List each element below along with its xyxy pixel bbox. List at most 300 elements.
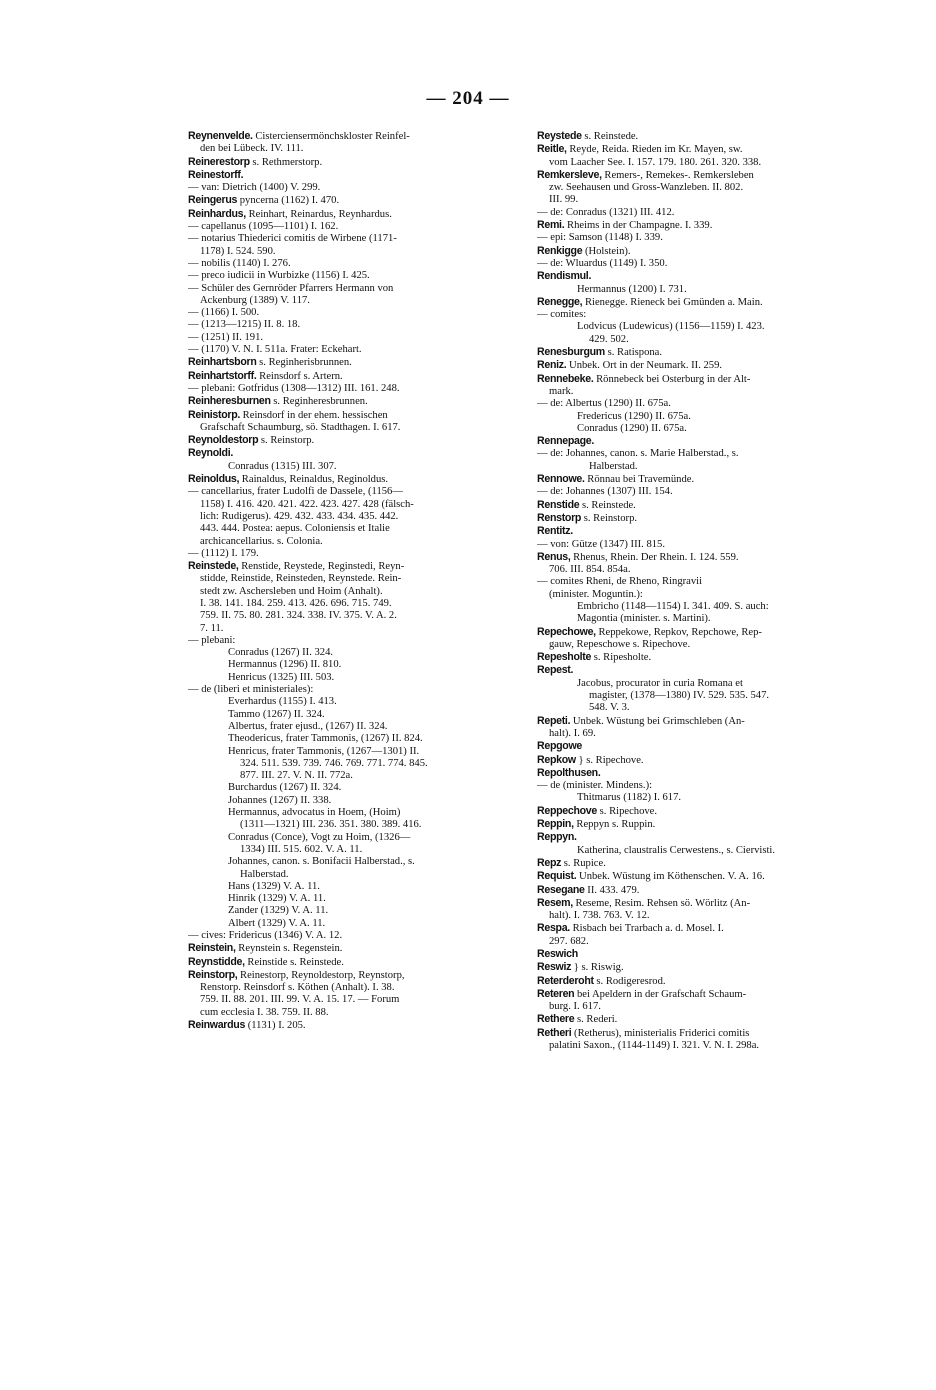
index-line xyxy=(537,664,853,677)
entry-text: 1178) I. 524. 590. xyxy=(200,245,276,257)
entry-text: (minister. Moguntin.): xyxy=(549,588,643,600)
index-line xyxy=(537,975,853,988)
index-line xyxy=(537,936,853,948)
index-line xyxy=(537,346,853,359)
index-line xyxy=(537,219,853,232)
headword: Reinstede, xyxy=(188,560,239,573)
index-line xyxy=(537,551,853,564)
index-line xyxy=(537,539,853,551)
index-line xyxy=(537,715,853,728)
index-line xyxy=(188,422,504,434)
entry-text: Reyde, Reida. Rieden im Kr. Mayen, sw. xyxy=(566,144,743,156)
index-line xyxy=(188,270,504,282)
headword: Reinhartstorff. xyxy=(188,369,257,382)
entry-text: Albertus, frater ejusd., (1267) II. 324. xyxy=(228,720,388,732)
entry-text: Halberstad. xyxy=(589,460,638,472)
headword: Rethere xyxy=(537,1013,575,1026)
index-line xyxy=(188,598,504,610)
index-line xyxy=(188,434,504,447)
index-line xyxy=(188,307,504,319)
headword: Rennebeke. xyxy=(537,372,594,385)
index-line xyxy=(537,423,853,435)
index-line xyxy=(188,169,504,182)
index-line xyxy=(537,1001,853,1013)
index-line xyxy=(537,576,853,588)
index-line xyxy=(537,910,853,922)
index-line xyxy=(537,845,853,857)
entry-text: (1131) I. 205. xyxy=(245,1020,306,1032)
entry-text: Rhenus, Rhein. Der Rhein. I. 124. 559. xyxy=(570,551,739,563)
index-line xyxy=(188,844,504,856)
entry-text: Rheims in der Champagne. I. 339. xyxy=(564,220,713,232)
entry-text: — de (minister. Mindens.): xyxy=(537,780,653,792)
headword: Reinhartsborn xyxy=(188,356,257,369)
entry-text: Renstide, Reystede, Reginstedi, Reyn- xyxy=(238,561,405,573)
index-line xyxy=(537,448,853,460)
index-line xyxy=(188,499,504,511)
headword: Reynoldestorp xyxy=(188,434,259,447)
index-line xyxy=(188,881,504,893)
index-line xyxy=(537,525,853,538)
headword: Renesburgum xyxy=(537,346,605,359)
entry-text: Risbach bei Trarbach a. d. Mosel. I. xyxy=(569,923,724,935)
entry-text: 548. V. 3. xyxy=(589,702,630,714)
headword: Reinistorp. xyxy=(188,408,241,421)
index-line xyxy=(537,207,853,219)
entry-text: } s. Ripechove. xyxy=(575,754,644,766)
entry-text: Ackenburg (1389) V. 117. xyxy=(200,294,310,306)
headword: Renstide xyxy=(537,498,580,511)
index-line xyxy=(188,659,504,671)
index-line xyxy=(537,805,853,818)
entry-text: zw. Seehausen und Gross-Wanzleben. II. 802. xyxy=(549,182,744,194)
headword: Reinoldus, xyxy=(188,473,240,486)
entry-text: Reppekowe, Repkov, Repchowe, Rep- xyxy=(595,626,762,638)
entry-text: — cives: Fridericus (1346) V. A. 12. xyxy=(188,930,343,941)
entry-text: Hinrik (1329) V. A. 11. xyxy=(228,893,326,905)
headword: Repeti. xyxy=(537,714,571,727)
headword: Reppin, xyxy=(537,818,574,831)
entry-text: Hans (1329) V. A. 11. xyxy=(228,880,320,892)
index-line xyxy=(188,832,504,844)
headword: Renegge, xyxy=(537,295,583,308)
index-line xyxy=(537,690,853,702)
index-line xyxy=(188,733,504,745)
index-line xyxy=(537,678,853,690)
entry-text: Conradus (1267) II. 324. xyxy=(228,647,334,659)
headword: Rennowe. xyxy=(537,473,585,486)
headword: Reingerus xyxy=(188,194,238,207)
index-line xyxy=(188,511,504,523)
index-line xyxy=(188,623,504,635)
entry-text: Hermannus, advocatus in Hoem, (Hoim) xyxy=(228,807,401,819)
entry-text: den bei Lübeck. IV. 111. xyxy=(200,143,304,155)
entry-text: Katherina, claustralis Cerwestens., s. Ciervisti. xyxy=(577,844,775,856)
entry-text: s. Reinstede. xyxy=(581,131,639,142)
entry-text: — comites: xyxy=(537,309,587,321)
index-line xyxy=(537,411,853,423)
entry-text: Henricus, frater Tammonis, (1267—1301) II. xyxy=(228,745,420,757)
headword: Retheri xyxy=(537,1026,572,1039)
index-line xyxy=(537,1027,853,1040)
entry-text: gauw, Repeschowe s. Ripechove. xyxy=(549,638,691,650)
headword: Repest. xyxy=(537,664,574,677)
entry-text: — (1166) I. 500. xyxy=(188,307,260,319)
index-line xyxy=(188,856,504,868)
index-line xyxy=(188,332,504,344)
entry-text: — (1170) V. N. I. 511a. Frater: Eckehart. xyxy=(188,344,362,356)
entry-text: palatini Saxon., (1144-1149) I. 321. V. N. I. 298a. xyxy=(549,1040,760,1052)
index-line xyxy=(188,994,504,1006)
entry-text: Renstorp. Reinsdorf s. Köthen (Anhalt). I. 38. xyxy=(200,982,395,994)
entry-text: magister, (1378—1380) IV. 529. 535. 547. xyxy=(589,690,770,702)
index-line xyxy=(537,270,853,283)
index-line xyxy=(537,486,853,498)
entry-text: — notarius Thiederici comitis de Wirbene (1171- xyxy=(188,233,397,245)
entry-text: Johannes (1267) II. 338. xyxy=(228,794,332,806)
headword: Reniz. xyxy=(537,359,567,372)
entry-text: — van: Dietrich (1400) V. 299. xyxy=(188,182,321,194)
index-line xyxy=(188,356,504,369)
index-line xyxy=(188,258,504,270)
entry-text: (Retherus), ministerialis Friderici comitis xyxy=(571,1027,750,1039)
index-line xyxy=(188,586,504,598)
index-line xyxy=(537,948,853,961)
headword: Resegane xyxy=(537,883,585,896)
index-line xyxy=(537,398,853,410)
index-line xyxy=(537,130,853,143)
entry-text: Everhardus (1155) I. 413. xyxy=(228,696,337,708)
index-line xyxy=(537,284,853,296)
headword: Repkow xyxy=(537,753,576,766)
index-line xyxy=(537,754,853,767)
index-line xyxy=(537,740,853,753)
headword: Reinestorff. xyxy=(188,168,244,181)
index-line xyxy=(537,1040,853,1052)
headword: Reinhardus, xyxy=(188,207,246,220)
index-line xyxy=(537,792,853,804)
entry-text: s. Rupice. xyxy=(561,857,606,869)
entry-text: Reynstein s. Regenstein. xyxy=(235,943,343,955)
entry-text: Unbek. Wüstung bei Grimschleben (An- xyxy=(570,715,745,727)
index-line xyxy=(188,782,504,794)
entry-text: 1334) III. 515. 602. V. A. 11. xyxy=(240,843,363,855)
index-line xyxy=(188,795,504,807)
entry-text: archicancellarius. s. Colonia. xyxy=(200,535,323,547)
entry-text: Reinsdorf s. Artern. xyxy=(256,370,343,382)
entry-text: 877. III. 27. V. N. II. 772a. xyxy=(240,770,353,782)
index-line xyxy=(188,770,504,782)
headword: Reystede xyxy=(537,130,582,142)
index-line xyxy=(188,233,504,245)
entry-text: Hermannus (1296) II. 810. xyxy=(228,659,342,671)
entry-text: Lodvicus (Ludewicus) (1156—1159) I. 423. xyxy=(577,321,765,333)
index-line xyxy=(188,746,504,758)
index-line xyxy=(537,157,853,169)
index-line xyxy=(188,283,504,295)
entry-text: } s. Riswig. xyxy=(571,962,624,974)
index-line xyxy=(537,884,853,897)
entry-text: Zander (1329) V. A. 11. xyxy=(228,905,329,917)
index-line xyxy=(537,512,853,525)
entry-text: — de (liberi et ministeriales): xyxy=(188,684,314,696)
index-line xyxy=(188,560,504,573)
headword: Reinwardus xyxy=(188,1019,246,1032)
index-line xyxy=(188,473,504,486)
index-line xyxy=(537,309,853,321)
index-line xyxy=(537,296,853,309)
headword: Repesholte xyxy=(537,651,592,664)
index-line xyxy=(188,956,504,969)
entry-text: Reinsdorf in der ehem. hessischen xyxy=(240,409,388,421)
index-line xyxy=(537,1013,853,1026)
index-line xyxy=(188,942,504,955)
entry-text: Fredericus (1290) II. 675a. xyxy=(577,410,691,422)
entry-text: lich: Rudigerus). 429. 432. 433. 434. 435. 442. xyxy=(200,510,399,522)
headword: Rennepage. xyxy=(537,435,595,448)
index-line xyxy=(188,573,504,585)
entry-text: halt). I. 738. 763. V. 12. xyxy=(549,910,650,922)
entry-text: Tammo (1267) II. 324. xyxy=(228,708,325,720)
index-line xyxy=(188,635,504,647)
index-line xyxy=(537,767,853,780)
index-line xyxy=(188,319,504,331)
index-line xyxy=(188,409,504,422)
entry-text: 759. II. 75. 80. 281. 324. 338. IV. 375. V. A. 2. xyxy=(200,610,397,622)
index-line xyxy=(188,869,504,881)
entry-text: Conradus (Conce), Vogt zu Hoim, (1326— xyxy=(228,831,411,843)
entry-text: III. 99. xyxy=(549,194,579,206)
headword: Renkigge xyxy=(537,244,583,257)
entry-text: pyncerna (1162) I. 470. xyxy=(237,195,340,207)
entry-text: — cancellarius, frater Ludolfi de Dassele, (1156— xyxy=(188,486,403,498)
entry-text: Reseme, Resim. Rehsen sö. Wörlitz (An- xyxy=(572,897,751,909)
entry-text: 706. III. 854. 854a. xyxy=(549,564,631,576)
entry-text: 7. 11. xyxy=(200,622,224,634)
entry-text: I. 38. 141. 184. 259. 413. 426. 696. 715. 749. xyxy=(200,597,392,609)
index-line xyxy=(537,639,853,651)
entry-text: — plebani: xyxy=(188,634,236,646)
headword: Reinstein, xyxy=(188,942,236,955)
entry-text: s. Ripesholte. xyxy=(591,652,652,664)
headword: Reswich xyxy=(537,948,578,960)
index-line xyxy=(188,1007,504,1019)
entry-text: — (1213—1215) II. 8. 18. xyxy=(188,319,301,331)
headword: Reswiz xyxy=(537,961,572,974)
entry-text: Burchardus (1267) II. 324. xyxy=(228,782,342,794)
index-line xyxy=(537,922,853,935)
index-line xyxy=(537,232,853,244)
entry-text: Reppyn s. Ruppin. xyxy=(573,819,656,831)
index-line xyxy=(188,709,504,721)
headword: Reppyn. xyxy=(537,831,577,844)
index-line xyxy=(537,194,853,206)
index-line xyxy=(188,295,504,307)
entry-text: Rainaldus, Reinaldus, Reginoldus. xyxy=(239,474,389,486)
headword: Reteren xyxy=(537,987,575,1000)
entry-text: s. Rederi. xyxy=(574,1014,618,1026)
index-line xyxy=(537,473,853,486)
left-column xyxy=(188,130,504,1032)
entry-text: s. Rethmerstorp. xyxy=(249,156,323,168)
entry-text: Magontia (minister. s. Martini). xyxy=(577,613,711,625)
entry-text: Unbek. Wüstung im Köthenschen. V. A. 16. xyxy=(576,871,765,883)
index-line xyxy=(537,359,853,372)
headword: Respa. xyxy=(537,922,570,935)
index-line xyxy=(188,143,504,155)
entry-text: mark. xyxy=(549,385,574,397)
entry-text: Cisterciensermönchskloster Reinfel- xyxy=(252,131,410,142)
entry-text: 759. II. 88. 201. III. 99. V. A. 15. 17. — Forum xyxy=(200,994,400,1006)
index-line xyxy=(537,780,853,792)
entry-text: — de: Albertus (1290) II. 675a. xyxy=(537,398,671,410)
headword: Renus, xyxy=(537,550,571,563)
entry-text: s. Reginheresbrunnen. xyxy=(270,396,368,408)
headword: Rentitz. xyxy=(537,525,573,538)
headword: Repolthusen. xyxy=(537,766,601,779)
entry-text: Thitmarus (1182) I. 617. xyxy=(577,792,682,804)
entry-text: Conradus (1315) III. 307. xyxy=(228,460,337,472)
index-line xyxy=(537,897,853,910)
index-line xyxy=(537,435,853,448)
index-line xyxy=(537,321,853,333)
entry-text: stidde, Reinstide, Reinsteden, Reynstede. Rein- xyxy=(200,573,402,585)
index-line xyxy=(537,182,853,194)
entry-text: s. Reinstorp. xyxy=(258,435,315,447)
entry-text: Rönnau bei Travemünde. xyxy=(584,474,695,486)
index-line xyxy=(537,818,853,831)
index-line xyxy=(188,918,504,930)
headword: Reinstorp, xyxy=(188,968,238,981)
index-line xyxy=(188,194,504,207)
index-line xyxy=(537,870,853,883)
index-line xyxy=(537,169,853,182)
entry-text: Grafschaft Schaumburg, sö. Stadthagen. I. 617. xyxy=(200,421,401,433)
index-line xyxy=(188,684,504,696)
entry-text: 429. 502. xyxy=(589,333,629,345)
entry-text: Halberstad. xyxy=(240,868,289,880)
index-line xyxy=(537,728,853,740)
entry-text: Embricho (1148—1154) I. 341. 409. S. auch: xyxy=(577,600,769,612)
index-line xyxy=(188,982,504,994)
index-line xyxy=(188,156,504,169)
entry-text: Rienegge. Rieneck bei Gmünden a. Main. xyxy=(582,296,763,308)
index-line xyxy=(188,1019,504,1032)
entry-text: — capellanus (1095—1101) I. 162. xyxy=(188,221,339,233)
index-line xyxy=(188,447,504,460)
headword: Reterderoht xyxy=(537,974,594,987)
entry-text: — de: Wluardus (1149) I. 350. xyxy=(537,257,668,269)
index-line xyxy=(188,548,504,560)
entry-text: s. Reinstorp. xyxy=(581,512,638,524)
entry-text: Reinhart, Reinardus, Reynhardus. xyxy=(245,208,392,220)
entry-text: — preco iudicii in Wurbizke (1156) I. 425. xyxy=(188,270,370,282)
index-line xyxy=(188,221,504,233)
entry-text: — de: Conradus (1321) III. 412. xyxy=(537,206,675,218)
index-line xyxy=(537,626,853,639)
index-line xyxy=(537,258,853,270)
entry-text: Unbek. Ort in der Neumark. II. 259. xyxy=(566,360,723,372)
headword: Reinerestorp xyxy=(188,155,250,168)
entry-text: (Holstein). xyxy=(582,245,631,257)
index-line xyxy=(537,589,853,601)
entry-text: Remers-, Remekes-. Remkersleben xyxy=(601,169,754,181)
entry-text: Conradus (1290) II. 675a. xyxy=(577,422,687,434)
index-line xyxy=(188,246,504,258)
index-line xyxy=(188,523,504,535)
index-line xyxy=(188,461,504,473)
headword: Reppechove xyxy=(537,804,597,817)
index-line xyxy=(188,383,504,395)
entry-text: — de: Johannes (1307) III. 154. xyxy=(537,486,673,498)
entry-text: stedt zw. Aschersleben und Hoim (Anhalt). xyxy=(200,585,383,597)
index-line xyxy=(188,610,504,622)
entry-text: s. Reinstede. xyxy=(579,499,636,511)
headword: Repgowe xyxy=(537,740,582,753)
index-line xyxy=(188,905,504,917)
index-line xyxy=(188,721,504,733)
entry-text: II. 433. 479. xyxy=(584,884,640,896)
headword: Repz xyxy=(537,856,562,869)
entry-text: 324. 511. 539. 739. 746. 769. 771. 774. 845. xyxy=(240,757,428,769)
index-line xyxy=(188,395,504,408)
entry-text: 1158) I. 416. 420. 421. 422. 423. 427. 428 (fälsch- xyxy=(200,498,414,510)
entry-text: Rönnebeck bei Osterburg in der Alt- xyxy=(593,373,751,385)
index-line xyxy=(537,499,853,512)
entry-text: — plebani: Gotfridus (1308—1312) III. 161. 248. xyxy=(188,382,400,394)
entry-text: — nobilis (1140) I. 276. xyxy=(188,257,291,269)
headword: Reinheresburnen xyxy=(188,395,271,408)
index-line xyxy=(537,961,853,974)
entry-text: burg. I. 617. xyxy=(549,1001,601,1013)
entry-text: halt). I. 69. xyxy=(549,727,596,739)
headword: Reynoldi. xyxy=(188,447,233,460)
entry-text: s. Reginherisbrunnen. xyxy=(256,357,352,369)
index-line xyxy=(188,930,504,942)
headword: Reitle, xyxy=(537,143,567,156)
index-line xyxy=(188,672,504,684)
entry-text: Johannes, canon. s. Bonifacii Halberstad., s. xyxy=(228,856,415,868)
headword: Remkersleve, xyxy=(537,168,602,181)
index-line xyxy=(188,344,504,356)
index-line xyxy=(537,857,853,870)
index-line xyxy=(188,370,504,383)
entry-text: — (1251) II. 191. xyxy=(188,331,264,343)
index-line xyxy=(537,613,853,625)
entry-text: — (1112) I. 179. xyxy=(188,547,259,559)
entry-text: Reinstide s. Reinstede. xyxy=(244,956,344,968)
index-line xyxy=(188,807,504,819)
entry-text: bei Apeldern in der Grafschaft Schaum- xyxy=(574,988,747,1000)
index-line xyxy=(188,758,504,770)
entry-text: — epi: Samson (1148) I. 339. xyxy=(537,232,663,244)
index-line xyxy=(188,647,504,659)
entry-text: — comites Rheni, de Rheno, Ringravii xyxy=(537,576,703,588)
entry-text: 297. 682. xyxy=(549,935,589,947)
entry-text: Albert (1329) V. A. 11. xyxy=(228,917,326,929)
index-line xyxy=(537,564,853,576)
entry-text: Hermannus (1200) I. 731. xyxy=(577,283,687,295)
index-line xyxy=(188,486,504,498)
headword: Rendismul. xyxy=(537,270,592,283)
headword: Reynstidde, xyxy=(188,955,245,968)
entry-text: cum ecclesia I. 38. 759. II. 88. xyxy=(200,1006,329,1018)
entry-text: s. Rodigeresrod. xyxy=(593,975,666,987)
index-line xyxy=(188,536,504,548)
headword: Resem, xyxy=(537,896,573,909)
right-column xyxy=(537,130,853,1052)
index-line xyxy=(537,831,853,844)
